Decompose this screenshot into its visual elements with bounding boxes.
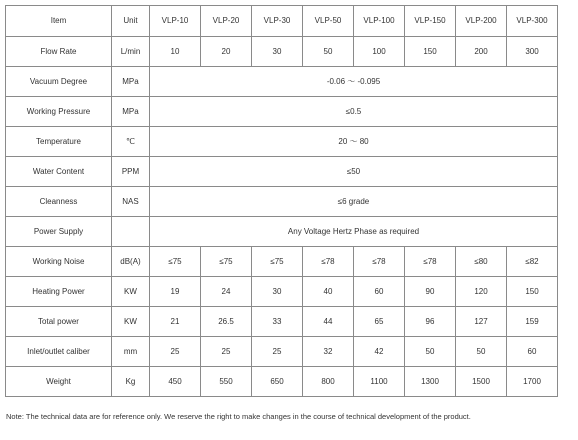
row-item-label: Weight: [6, 367, 112, 397]
row-value: 127: [456, 307, 507, 337]
row-item-label: Working Pressure: [6, 97, 112, 127]
row-value: 50: [456, 337, 507, 367]
row-item-label: Temperature: [6, 127, 112, 157]
row-value: 120: [456, 277, 507, 307]
table-row: [6, 247, 558, 277]
row-value: 40: [303, 277, 354, 307]
table-row: [6, 217, 558, 247]
row-value: 25: [150, 337, 201, 367]
row-value: ≤75: [150, 247, 201, 277]
header-row: [6, 6, 558, 37]
row-unit: [112, 217, 150, 247]
row-span-value: 20 ～ 80: [150, 127, 558, 157]
row-value: 21: [150, 307, 201, 337]
row-value: ≤78: [303, 247, 354, 277]
row-unit: ℃: [112, 127, 150, 157]
row-value: 19: [150, 277, 201, 307]
row-value: 25: [201, 337, 252, 367]
row-unit: KW: [112, 277, 150, 307]
row-value: 20: [201, 37, 252, 67]
header-model: VLP-10: [150, 6, 201, 37]
row-unit: PPM: [112, 157, 150, 187]
table-row: [6, 127, 558, 157]
row-unit: MPa: [112, 97, 150, 127]
row-value: 650: [252, 367, 303, 397]
spec-table: [5, 5, 558, 397]
row-item-label: Flow Rate: [6, 37, 112, 67]
table-row: [6, 337, 558, 367]
row-item-label: Inlet/outlet caliber: [6, 337, 112, 367]
header-model: VLP-200: [456, 6, 507, 37]
row-value: ≤78: [405, 247, 456, 277]
row-item-label: Working Noise: [6, 247, 112, 277]
row-value: 800: [303, 367, 354, 397]
header-unit: Unit: [112, 6, 150, 37]
row-value: ≤75: [252, 247, 303, 277]
row-value: 300: [507, 37, 558, 67]
row-item-label: Total power: [6, 307, 112, 337]
row-span-value: -0.06 ～ -0.095: [150, 67, 558, 97]
row-unit: dB(A): [112, 247, 150, 277]
row-item-label: Heating Power: [6, 277, 112, 307]
row-value: 60: [507, 337, 558, 367]
table-row: [6, 187, 558, 217]
row-value: 25: [252, 337, 303, 367]
table-row: [6, 307, 558, 337]
row-value: 450: [150, 367, 201, 397]
row-value: 200: [456, 37, 507, 67]
row-unit: L/min: [112, 37, 150, 67]
footnote: Note: The technical data are for reference only. We reserve the right to make changes in the course of technical development of the product.: [6, 412, 471, 421]
table-row: [6, 277, 558, 307]
row-item-label: Water Content: [6, 157, 112, 187]
row-item-label: Power Supply: [6, 217, 112, 247]
row-value: 150: [507, 277, 558, 307]
header-model: VLP-50: [303, 6, 354, 37]
table-row: [6, 157, 558, 187]
table-row: [6, 97, 558, 127]
row-value: 60: [354, 277, 405, 307]
row-span-value: ≤50: [150, 157, 558, 187]
row-value: 44: [303, 307, 354, 337]
spec-table-container: [5, 5, 558, 397]
row-value: 1700: [507, 367, 558, 397]
table-row: [6, 37, 558, 67]
row-value: ≤82: [507, 247, 558, 277]
row-span-value: ≤6 grade: [150, 187, 558, 217]
row-unit: MPa: [112, 67, 150, 97]
row-unit: mm: [112, 337, 150, 367]
row-value: 150: [405, 37, 456, 67]
row-value: 30: [252, 277, 303, 307]
header-model: VLP-20: [201, 6, 252, 37]
row-value: 50: [405, 337, 456, 367]
row-value: 10: [150, 37, 201, 67]
table-row: [6, 67, 558, 97]
row-value: ≤80: [456, 247, 507, 277]
header-model: VLP-100: [354, 6, 405, 37]
row-value: 1300: [405, 367, 456, 397]
row-value: 24: [201, 277, 252, 307]
row-item-label: Cleanness: [6, 187, 112, 217]
row-value: 96: [405, 307, 456, 337]
row-item-label: Vacuum Degree: [6, 67, 112, 97]
row-unit: NAS: [112, 187, 150, 217]
table-row: [6, 367, 558, 397]
header-item: Item: [6, 6, 112, 37]
row-value: 33: [252, 307, 303, 337]
row-value: 159: [507, 307, 558, 337]
header-model: VLP-30: [252, 6, 303, 37]
row-value: 65: [354, 307, 405, 337]
header-model: VLP-150: [405, 6, 456, 37]
row-value: 26.5: [201, 307, 252, 337]
row-value: 1500: [456, 367, 507, 397]
row-value: 90: [405, 277, 456, 307]
row-value: 1100: [354, 367, 405, 397]
row-unit: KW: [112, 307, 150, 337]
row-value: 30: [252, 37, 303, 67]
row-value: 50: [303, 37, 354, 67]
row-span-value: Any Voltage Hertz Phase as required: [150, 217, 558, 247]
header-model: VLP-300: [507, 6, 558, 37]
row-span-value: ≤0.5: [150, 97, 558, 127]
row-value: 32: [303, 337, 354, 367]
row-value: 550: [201, 367, 252, 397]
row-value: ≤75: [201, 247, 252, 277]
row-value: 42: [354, 337, 405, 367]
row-value: 100: [354, 37, 405, 67]
row-value: ≤78: [354, 247, 405, 277]
row-unit: Kg: [112, 367, 150, 397]
